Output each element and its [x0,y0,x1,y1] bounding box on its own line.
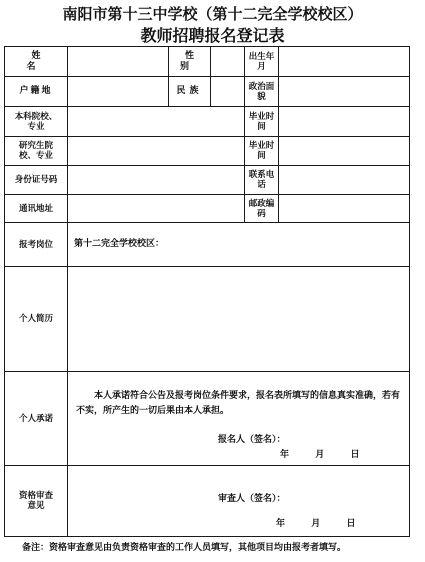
label-gender: 性 别 [179,50,204,72]
politics-field[interactable] [279,77,409,106]
grad-time-1-field[interactable] [279,107,409,136]
label-birth: 出生年月 [248,51,275,72]
ethnicity-field[interactable] [211,77,244,106]
form-title-school: 南阳市第十三中学校（第十二完全学校校区） [62,5,363,23]
label-postcode: 邮政编码 [248,198,275,219]
birth-field[interactable] [279,47,409,76]
label-undergrad: 本科院校、专业 [14,111,58,132]
pledge-date: 年 月 日 [280,450,360,460]
label-grad-time-2: 毕业时间 [248,141,275,161]
postcode-field[interactable] [279,195,409,222]
label-postgrad: 研究生院校、专业 [18,141,53,161]
label-hukou: 户籍地 [19,86,53,96]
hukou-field[interactable] [68,77,168,106]
footnote: 备注：资格审查意见由负责资格审查的工作人员填写，其他项目均由报考者填写。 [22,543,347,553]
label-phone: 联系电话 [248,170,275,190]
gender-field[interactable] [211,47,244,76]
label-grad-time-1: 毕业时间 [248,111,275,132]
postgrad-field[interactable] [68,137,244,165]
phone-field[interactable] [279,166,409,194]
review-signer-label: 审查人（签名）： [218,494,286,504]
label-position: 报考岗位 [18,239,53,250]
label-address: 通讯地址 [18,203,53,214]
table-border-right [409,46,410,537]
label-name: 姓 名 [26,50,51,72]
label-id-number: 身份证号码 [14,175,58,185]
pledge-signer-label: 报名人（签名）： [218,435,286,445]
address-field[interactable] [68,195,244,222]
form-title-main: 教师招聘报名登记表 [140,26,285,45]
label-politics: 政治面貌 [248,81,275,102]
pledge-text: 本人承诺符合公告及报考岗位条件要求，报名表所填写的信息真实准确，若有不实，所产生的一切后果由本人承担。 [76,391,401,416]
resume-field[interactable] [68,267,409,371]
table-border-bottom [4,536,410,537]
label-resume: 个人简历 [18,314,53,324]
name-field[interactable] [68,47,168,76]
undergrad-field[interactable] [68,107,244,136]
position-value[interactable]: 第十二完全学校校区： [74,239,165,249]
id-number-field[interactable] [68,166,244,194]
grad-time-2-field[interactable] [279,137,409,165]
review-date: 年 月 日 [276,519,356,529]
label-review: 资格审查意见 [19,491,54,511]
registration-table [4,46,410,537]
label-pledge: 个人承诺 [18,413,53,424]
label-ethnicity: 民族 [176,86,203,96]
